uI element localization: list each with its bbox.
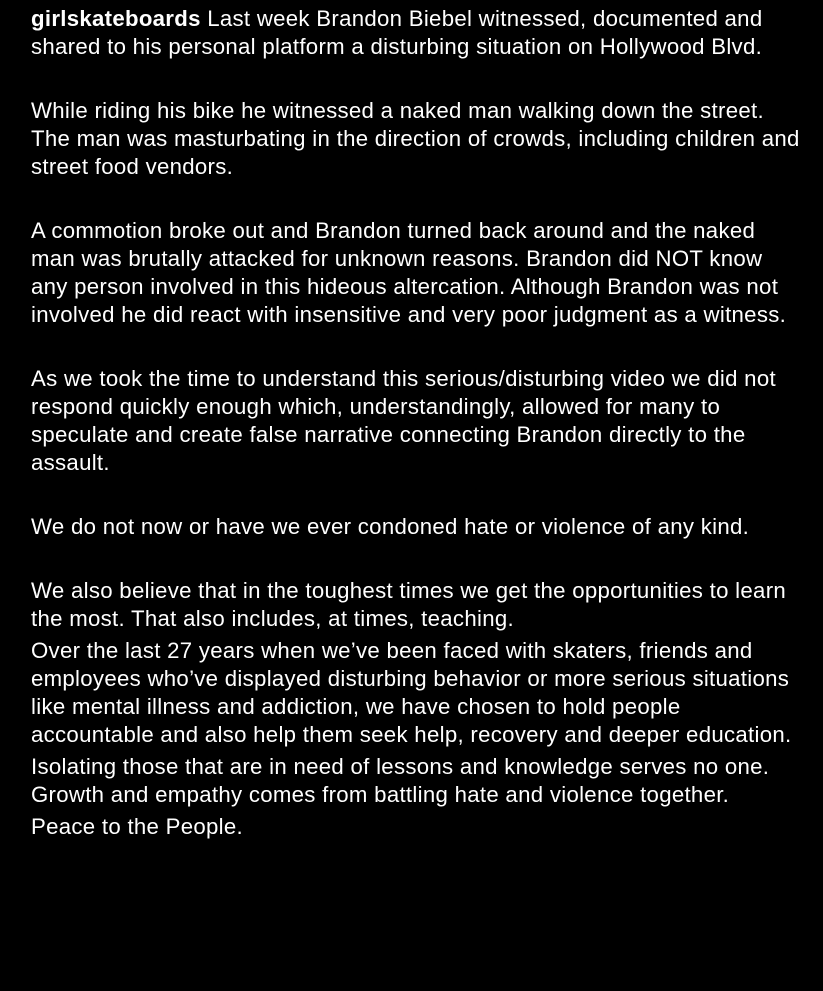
caption-text: Last week Brandon Biebel witnessed, documented and shared to his personal platform a disturbing situation on Hollywood Blvd. bbox=[31, 6, 763, 59]
username-link[interactable]: girlskateboards bbox=[31, 6, 201, 31]
post-caption bbox=[31, 5, 801, 841]
caption-paragraph: We also believe that in the toughest times we get the opportunities to learn the most. That also includes, at times, teaching. bbox=[31, 578, 787, 631]
caption-paragraph: As we took the time to understand this serious/disturbing video we did not respond quickly enough which, understandingly, allowed for many to speculate and create false narrative connecting Brandon directly to the assault. bbox=[31, 366, 776, 475]
caption-paragraph: Over the last 27 years when we’ve been faced with skaters, friends and employees who’ve displayed disturbing behavior or more serious situations like mental illness and addiction, we have chosen to hold people accountable and also help them seek help, recovery and deeper education. bbox=[31, 638, 792, 747]
caption-paragraph: Peace to the People. bbox=[31, 814, 244, 839]
caption-paragraph bbox=[31, 5, 801, 61]
caption-paragraph: Isolating those that are in need of lessons and knowledge serves no one. Growth and empathy comes from battling hate and violence together. bbox=[31, 754, 770, 807]
caption-paragraph: A commotion broke out and Brandon turned back around and the naked man was brutally attacked for unknown reasons. Brandon did NOT know any person involved in this hideous altercation. Although Brandon was not involved he did react with insensitive and very poor judgment as a witness. bbox=[31, 218, 787, 327]
caption-paragraph: We do not now or have we ever condoned hate or violence of any kind. bbox=[31, 514, 750, 539]
caption-paragraph: While riding his bike he witnessed a naked man walking down the street. The man was masturbating in the direction of crowds, including children and street food vendors. bbox=[31, 98, 800, 179]
